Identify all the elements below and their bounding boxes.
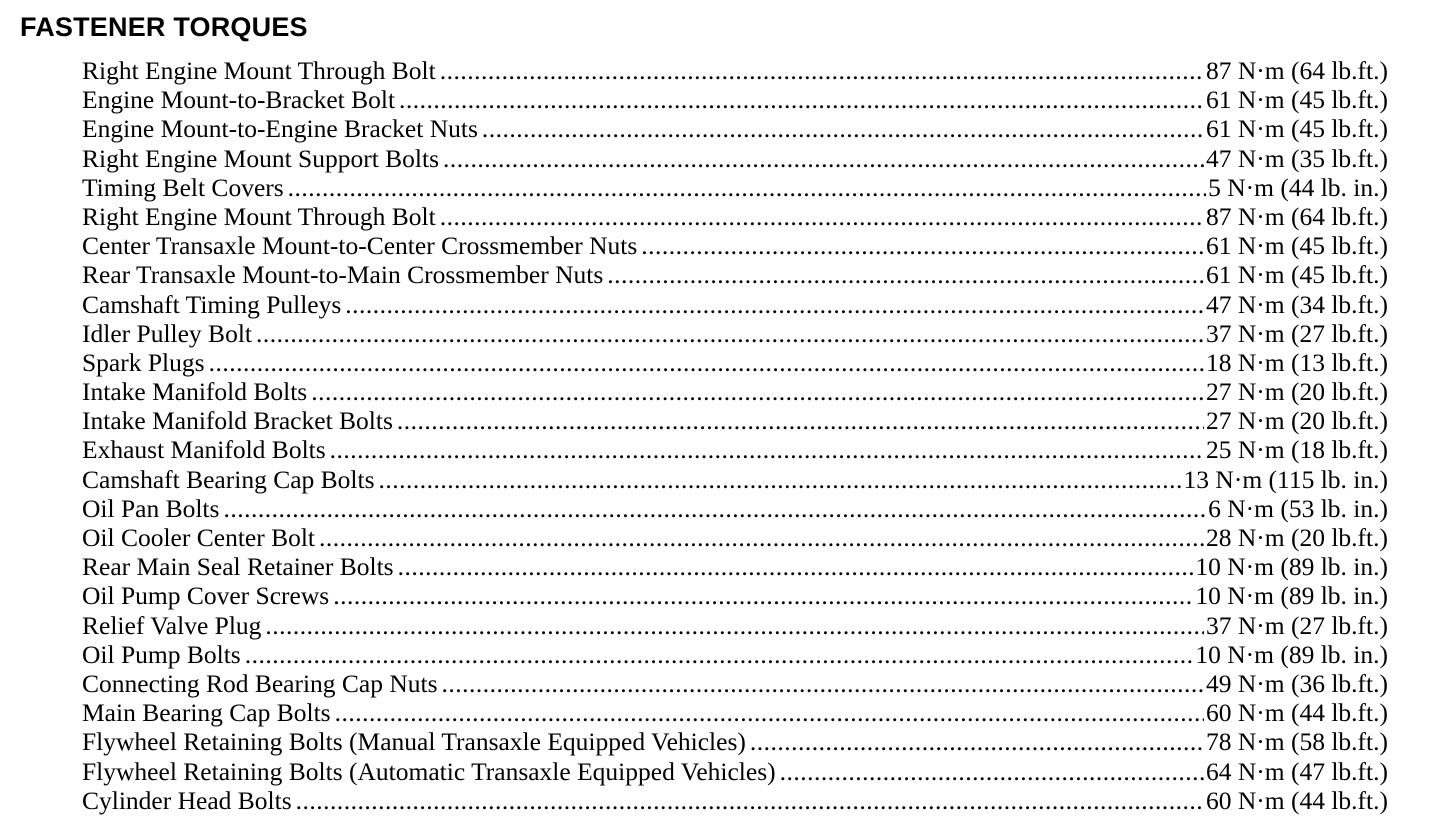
dot-leader: [399, 85, 1204, 114]
dot-leader: [245, 640, 1194, 669]
fastener-name: Idler Pulley Bolt: [82, 318, 252, 348]
torque-row: [82, 757, 1388, 786]
torque-row: [82, 231, 1388, 260]
fastener-name: Main Bearing Cap Bolts: [82, 698, 331, 728]
torque-row: [82, 435, 1388, 464]
torque-value: 61 N·m (45 lb.ft.): [1205, 231, 1388, 261]
fastener-name: Connecting Rod Bearing Cap Nuts: [82, 668, 438, 698]
fastener-name: Right Engine Mount Through Bolt: [82, 56, 436, 85]
torque-row: [82, 552, 1388, 581]
torque-value: 87 N·m (64 lb.ft.): [1205, 56, 1388, 85]
torque-value: 28 N·m (20 lb.ft.): [1205, 523, 1388, 552]
torque-value: 60 N·m (44 lb.ft.): [1205, 785, 1388, 815]
torque-value: 18 N·m (13 lb.ft.): [1205, 347, 1388, 377]
fastener-name: Right Engine Mount Support Bolts: [82, 143, 440, 173]
torque-value: 47 N·m (35 lb.ft.): [1205, 143, 1388, 173]
torque-value: 27 N·m (20 lb.ft.): [1205, 377, 1388, 407]
dot-leader: [345, 290, 1204, 319]
dot-leader: [335, 698, 1204, 727]
torque-spec-list: [82, 56, 1388, 815]
fastener-name: Oil Cooler Center Bolt: [82, 523, 316, 552]
torque-row: [82, 85, 1388, 114]
torque-value: 25 N·m (18 lb.ft.): [1205, 435, 1388, 465]
torque-row: [82, 640, 1388, 669]
fastener-name: Oil Pan Bolts: [82, 493, 220, 523]
torque-value: 6 N·m (53 lb. in.): [1208, 493, 1388, 523]
torque-row: [82, 727, 1388, 756]
dot-leader: [296, 786, 1204, 815]
torque-value: 27 N·m (20 lb.ft.): [1205, 406, 1388, 436]
dot-leader: [398, 552, 1194, 581]
torque-value: 61 N·m (45 lb.ft.): [1205, 114, 1388, 144]
torque-value: 37 N·m (27 lb.ft.): [1205, 610, 1388, 640]
torque-row: [82, 669, 1388, 698]
torque-row: [82, 406, 1388, 435]
torque-row: [82, 494, 1388, 523]
torque-value: 10 N·m (89 lb. in.): [1195, 581, 1388, 611]
torque-value: 61 N·m (45 lb.ft.): [1205, 85, 1388, 115]
fastener-name: Relief Valve Plug: [82, 610, 262, 640]
torque-row: [82, 319, 1388, 348]
torque-row: [82, 786, 1388, 815]
dot-leader: [333, 581, 1193, 610]
dot-leader: [330, 435, 1204, 464]
fastener-name: Flywheel Retaining Bolts (Manual Transaxle Equipped Vehicles): [82, 727, 746, 757]
torque-row: [82, 523, 1388, 552]
dot-leader: [223, 494, 1206, 523]
torque-value: 87 N·m (64 lb.ft.): [1205, 201, 1388, 231]
dot-leader: [209, 348, 1204, 377]
fastener-name: Oil Pump Bolts: [82, 639, 241, 669]
fastener-name: Spark Plugs: [82, 347, 205, 377]
fastener-name: Engine Mount-to-Engine Bracket Nuts: [82, 114, 478, 144]
fastener-name: Rear Transaxle Mount-to-Main Crossmember Nuts: [82, 260, 604, 290]
torque-row: [82, 173, 1388, 202]
fastener-name: Right Engine Mount Through Bolt: [82, 201, 436, 231]
dot-leader: [482, 114, 1204, 143]
fastener-name: Intake Manifold Bolts: [82, 377, 308, 407]
dot-leader: [397, 406, 1204, 435]
torque-row: [82, 698, 1388, 727]
fastener-name: Timing Belt Covers: [82, 172, 284, 202]
page-title: FASTENER TORQUES: [20, 12, 308, 42]
torque-value: 13 N·m (115 lb. in.): [1183, 464, 1388, 494]
torque-value: 47 N·m (34 lb.ft.): [1205, 289, 1388, 319]
fastener-name: Flywheel Retaining Bolts (Automatic Transaxle Equipped Vehicles): [82, 756, 776, 786]
dot-leader: [265, 611, 1204, 640]
dot-leader: [288, 173, 1206, 202]
dot-leader: [641, 231, 1204, 260]
fastener-name: Oil Pump Cover Screws: [82, 581, 330, 611]
torque-row: [82, 260, 1388, 289]
torque-value: 49 N·m (36 lb.ft.): [1205, 668, 1388, 698]
fastener-name: Exhaust Manifold Bolts: [82, 435, 326, 465]
dot-leader: [607, 260, 1204, 289]
torque-value: 5 N·m (44 lb. in.): [1208, 172, 1388, 202]
torque-row: [82, 144, 1388, 173]
torque-value: 61 N·m (45 lb.ft.): [1205, 260, 1388, 290]
dot-leader: [319, 523, 1204, 552]
fastener-name: Camshaft Timing Pulleys: [82, 289, 342, 319]
dot-leader: [750, 727, 1204, 756]
torque-value: 10 N·m (89 lb. in.): [1195, 639, 1388, 669]
fastener-name: Intake Manifold Bracket Bolts: [82, 406, 393, 436]
torque-row: [82, 290, 1388, 319]
torque-row: [82, 581, 1388, 610]
dot-leader: [443, 144, 1204, 173]
dot-leader: [256, 319, 1204, 348]
dot-leader: [440, 56, 1204, 85]
torque-value: 60 N·m (44 lb.ft.): [1205, 698, 1388, 728]
torque-row: [82, 114, 1388, 143]
fastener-name: Rear Main Seal Retainer Bolts: [82, 552, 394, 582]
torque-row: [82, 377, 1388, 406]
fastener-name: Cylinder Head Bolts: [82, 785, 292, 815]
fastener-name: Camshaft Bearing Cap Bolts: [82, 464, 375, 494]
fastener-name: Center Transaxle Mount-to-Center Crossmember Nuts: [82, 231, 638, 261]
dot-leader: [440, 202, 1204, 231]
fastener-name: Engine Mount-to-Bracket Bolt: [82, 85, 396, 115]
torque-value: 37 N·m (27 lb.ft.): [1205, 318, 1388, 348]
dot-leader: [442, 669, 1204, 698]
torque-row: [82, 465, 1388, 494]
torque-row: [82, 348, 1388, 377]
dot-leader: [311, 377, 1204, 406]
torque-row: [82, 202, 1388, 231]
dot-leader: [379, 465, 1182, 494]
torque-value: 64 N·m (47 lb.ft.): [1205, 756, 1388, 786]
torque-row: [82, 611, 1388, 640]
torque-row: [82, 56, 1388, 85]
torque-value: 78 N·m (58 lb.ft.): [1205, 727, 1388, 757]
torque-value: 10 N·m (89 lb. in.): [1195, 552, 1388, 582]
dot-leader: [780, 757, 1204, 786]
